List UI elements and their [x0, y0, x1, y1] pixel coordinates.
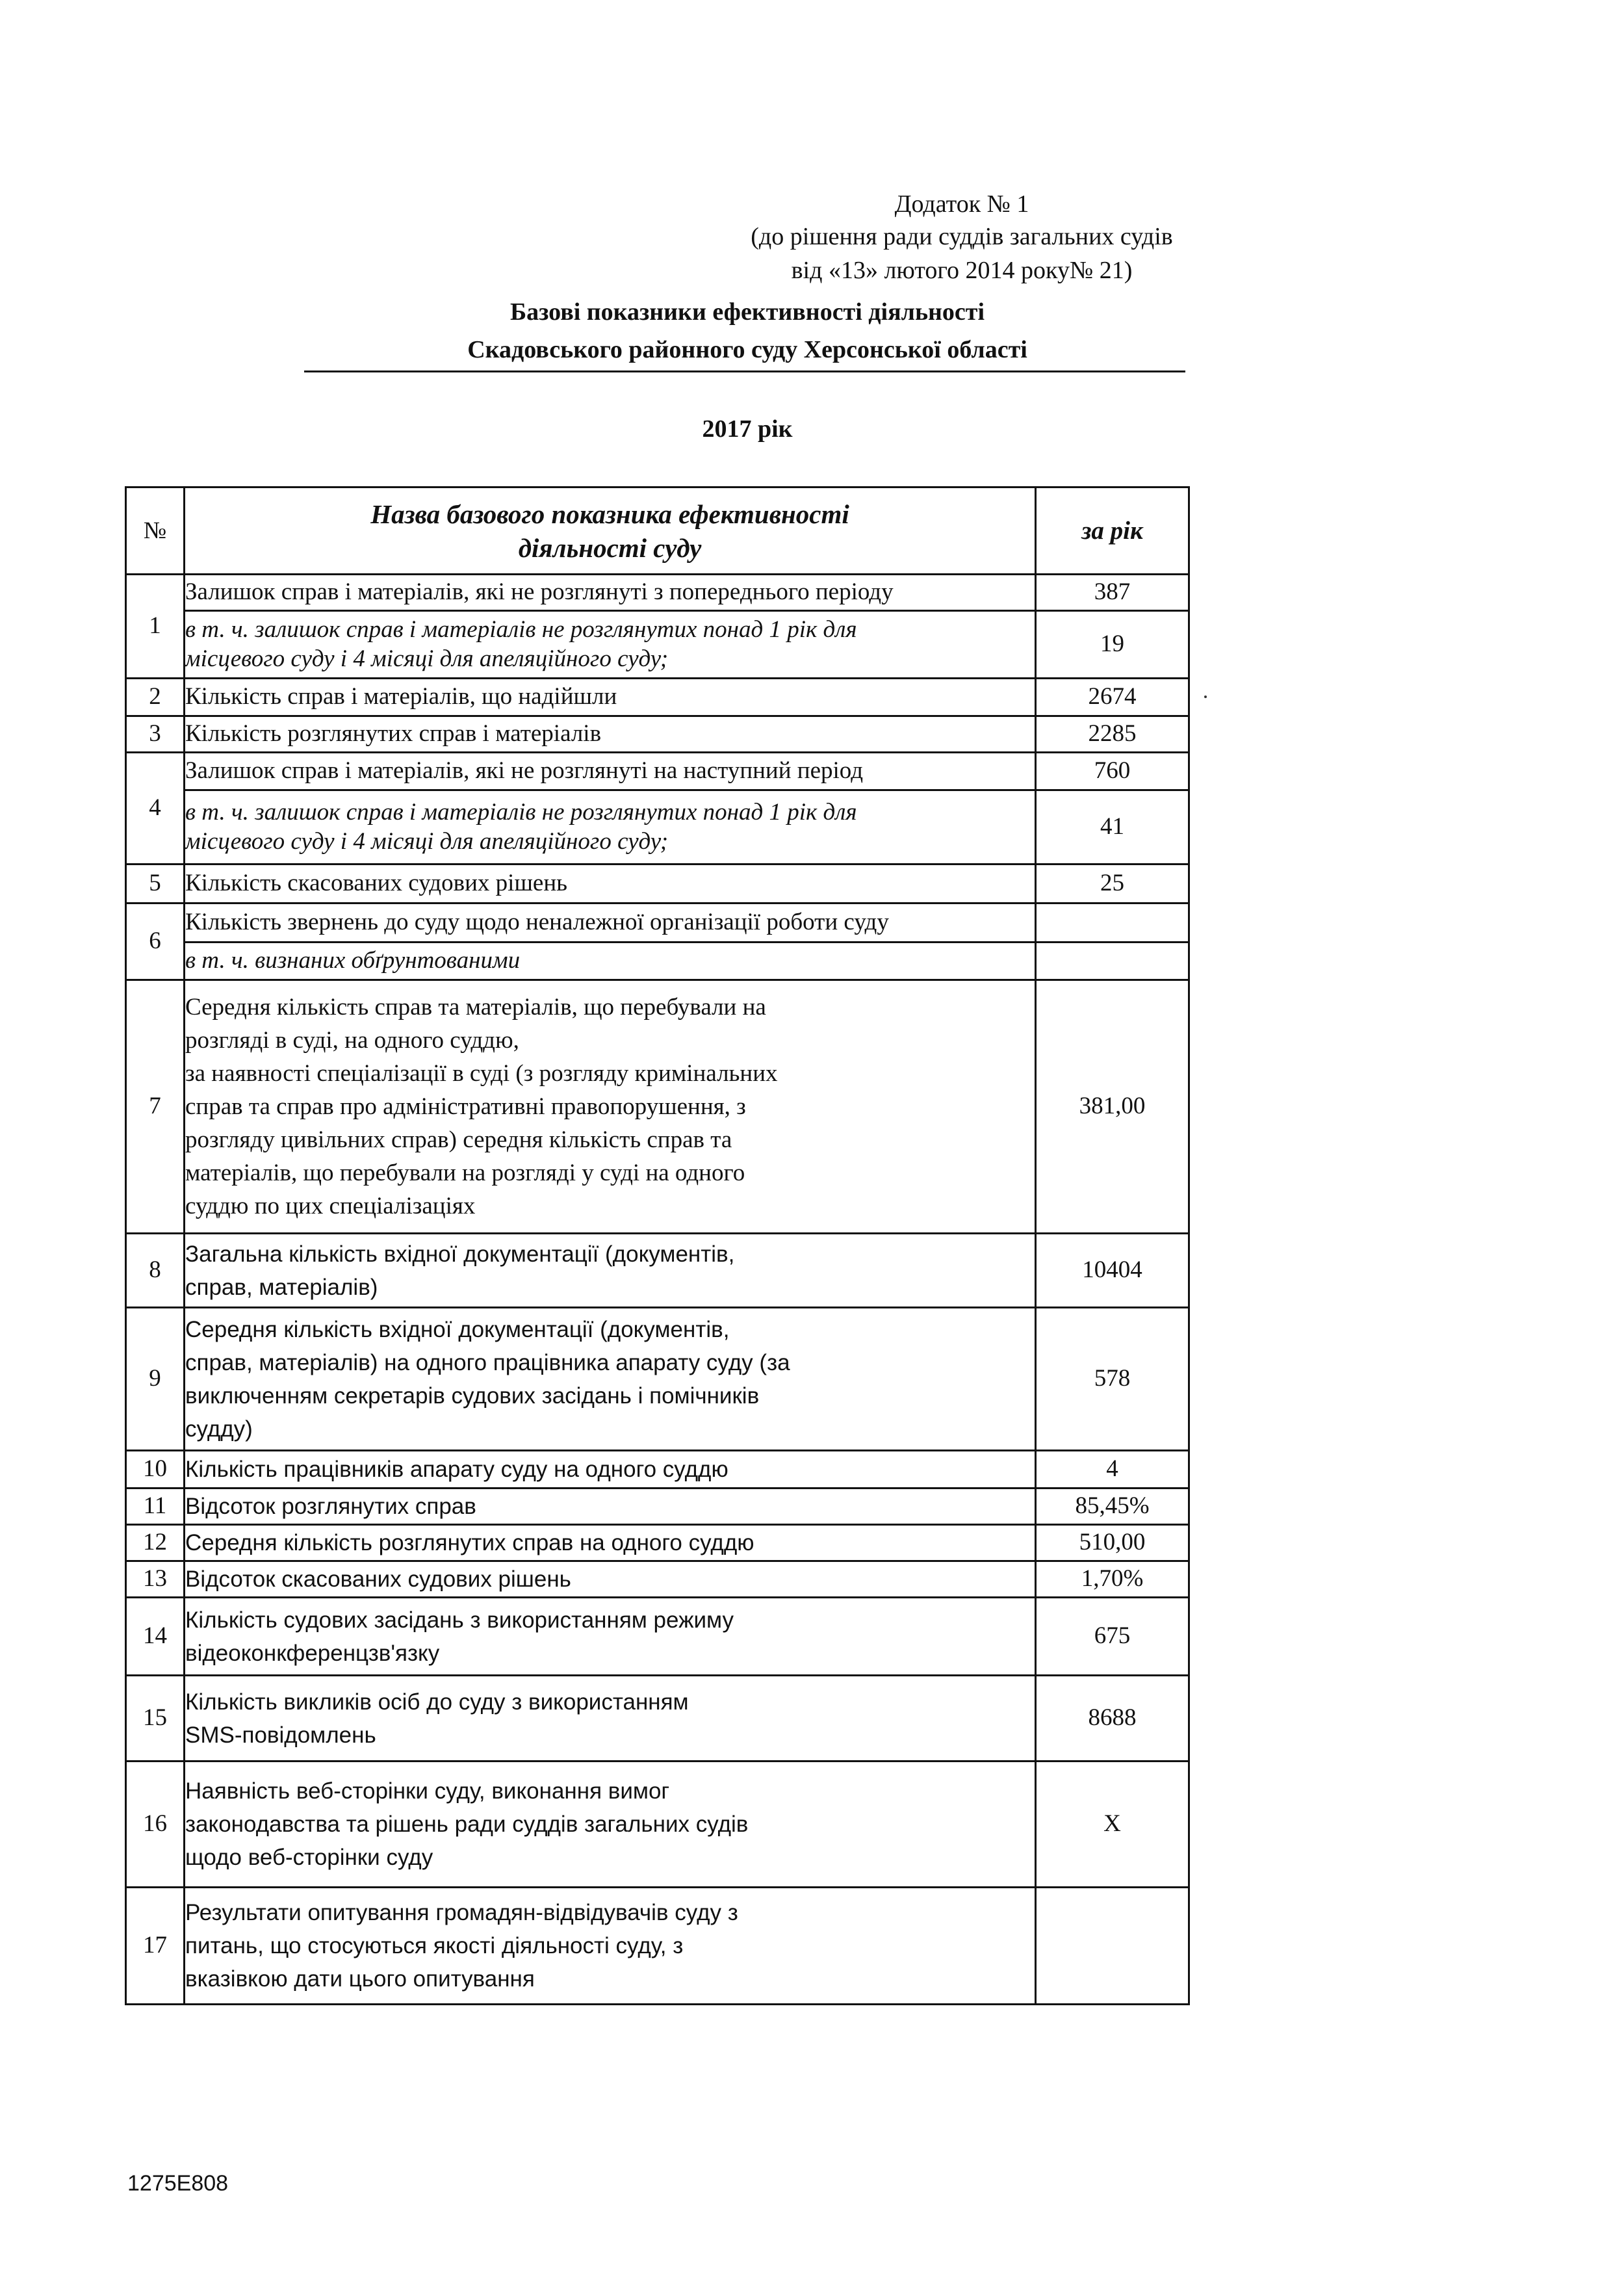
table-row — [126, 1676, 1189, 1762]
appendix-line-3: від «13» лютого 2014 року№ 21) — [791, 257, 1133, 284]
subrow-name — [185, 611, 1036, 679]
row-name: Залишок справ і матеріалів, які не розглянуті на наступний період — [185, 753, 1036, 790]
row-line: вказівкою дати цього опитування — [185, 1966, 535, 1992]
subrow-value: 19 — [1036, 611, 1189, 679]
header-per-year: за рік — [1036, 488, 1189, 575]
subrow-line-2: місцевого суду і 4 місяці для апеляційного суду; — [185, 827, 669, 855]
header-number: № — [126, 488, 185, 575]
row-number: 11 — [126, 1488, 185, 1525]
row-number: 17 — [126, 1888, 185, 2005]
table-row — [126, 1308, 1189, 1451]
row-number: 14 — [126, 1598, 185, 1676]
row-value: 2674 — [1036, 679, 1189, 716]
report-year: 2017 рік — [702, 415, 793, 443]
table-row — [126, 1561, 1189, 1598]
subrow-line-1: в т. ч. залишок справ і матеріалів не розглянутих понад 1 рік для — [185, 799, 857, 826]
row-line: Кількість судових засідань з використанням режиму — [185, 1607, 734, 1633]
table-row — [126, 1525, 1189, 1561]
table-subrow — [126, 611, 1189, 679]
row-line: судду) — [185, 1416, 253, 1442]
appendix-line-1: Додаток № 1 — [894, 190, 1029, 218]
row-line: Загальна кількість вхідної документації (документів, — [185, 1241, 735, 1267]
row-value: 85,45% — [1036, 1488, 1189, 1525]
row-line: законодавства та рішень ради суддів загальних судів — [185, 1812, 749, 1837]
row-name: Залишок справ і матеріалів, які не розглянуті з попереднього періоду — [185, 575, 1036, 611]
table-row — [126, 1488, 1189, 1525]
row-number: 12 — [126, 1525, 185, 1561]
row-name — [185, 1234, 1036, 1308]
row-line: розгляді в суді, на одного суддю, — [185, 1027, 519, 1054]
row-line: щодо веб-сторінки суду — [185, 1845, 433, 1870]
row-name — [185, 980, 1036, 1234]
row-value: Х — [1036, 1762, 1189, 1888]
scan-speck — [1204, 696, 1207, 698]
table-subrow — [126, 942, 1189, 980]
row-name: Середня кількість розглянутих справ на одного суддю — [185, 1525, 1036, 1561]
row-line: справ та справ про адміністративні правопорушення, з — [185, 1093, 746, 1120]
row-value: 2285 — [1036, 716, 1189, 753]
table-row — [126, 753, 1189, 790]
row-value: 387 — [1036, 575, 1189, 611]
table-subrow — [126, 790, 1189, 864]
row-value: 4 — [1036, 1451, 1189, 1488]
table-row — [126, 980, 1189, 1234]
row-value: 578 — [1036, 1308, 1189, 1451]
document-title-line-1: Базові показники ефективності діяльності — [509, 298, 985, 326]
table-row — [126, 1888, 1189, 2005]
row-number: 4 — [126, 753, 185, 864]
subrow-line-2: місцевого суду і 4 місяці для апеляційного суду; — [185, 645, 669, 672]
table-row — [126, 716, 1189, 753]
row-line: виключенням секретарів судових засідань і помічників — [185, 1383, 760, 1409]
row-number: 8 — [126, 1234, 185, 1308]
row-line: Результати опитування громадян-відвідувачів суду з — [185, 1900, 738, 1925]
row-name: Кількість розглянутих справ і матеріалів — [185, 716, 1036, 753]
row-name: Відсоток розглянутих справ — [185, 1488, 1036, 1525]
table-row — [126, 904, 1189, 942]
row-name: Кількість скасованих судових рішень — [185, 864, 1036, 904]
title-underline — [304, 370, 1185, 372]
header-name-line-1: Назва базового показника ефективності — [370, 499, 849, 529]
row-name: Кількість звернень до суду щодо неналежної організації роботи суду — [185, 904, 1036, 942]
row-value — [1036, 904, 1189, 942]
row-number: 3 — [126, 716, 185, 753]
row-value: 1,70% — [1036, 1561, 1189, 1598]
table-row — [126, 679, 1189, 716]
row-line: справ, матеріалів) на одного працівника апарату суду (за — [185, 1349, 790, 1375]
table-row — [126, 1451, 1189, 1488]
document-title-line-2: Скадовського районного суду Херсонської області — [467, 336, 1027, 363]
row-name — [185, 1308, 1036, 1451]
row-line: справ, матеріалів) — [185, 1274, 378, 1300]
row-line: Середня кількість справ та матеріалів, що перебували на — [185, 994, 766, 1020]
row-name: Відсоток скасованих судових рішень — [185, 1561, 1036, 1598]
row-number: 2 — [126, 679, 185, 716]
table-row — [126, 864, 1189, 904]
row-name — [185, 1762, 1036, 1888]
row-line: Середня кількість вхідної документації (документів, — [185, 1316, 730, 1342]
row-number: 10 — [126, 1451, 185, 1488]
row-value: 10404 — [1036, 1234, 1189, 1308]
document-code: 1275E808 — [127, 2171, 229, 2196]
row-value: 760 — [1036, 753, 1189, 790]
row-number: 16 — [126, 1762, 185, 1888]
header-name-line-2: діяльності суду — [518, 532, 702, 563]
subrow-name — [185, 790, 1036, 864]
row-name — [185, 1676, 1036, 1762]
table-row — [126, 1762, 1189, 1888]
subrow-line-1: в т. ч. залишок справ і матеріалів не розглянутих понад 1 рік для — [185, 616, 857, 644]
row-line: SMS-повідомлень — [185, 1722, 376, 1748]
row-value: 8688 — [1036, 1676, 1189, 1762]
subrow-name: в т. ч. визнаних обґрунтованими — [185, 942, 1036, 980]
row-value — [1036, 1888, 1189, 2005]
row-line: матеріалів, що перебували на розгляді у суді на одного — [185, 1160, 745, 1186]
row-value: 381,00 — [1036, 980, 1189, 1234]
row-line: Кількість викликів осіб до суду з використанням — [185, 1689, 689, 1715]
row-line: розгляду цивільних справ) середня кількість справ та — [185, 1126, 732, 1153]
row-line: суддю по цих спеціалізаціях — [185, 1193, 476, 1219]
row-number: 13 — [126, 1561, 185, 1598]
subrow-value — [1036, 942, 1189, 980]
table-row — [126, 1234, 1189, 1308]
header-indicator-name — [185, 488, 1036, 575]
table-header-row — [126, 488, 1189, 575]
row-number: 9 — [126, 1308, 185, 1451]
row-line: відеоконкференцзв'язку — [185, 1640, 440, 1666]
row-name — [185, 1888, 1036, 2005]
subrow-value: 41 — [1036, 790, 1189, 864]
table-row — [126, 575, 1189, 611]
appendix-line-2: (до рішення ради суддів загальних судів — [751, 223, 1173, 250]
row-name: Кількість працівників апарату суду на одного суддю — [185, 1451, 1036, 1488]
row-number: 1 — [126, 575, 185, 679]
row-value: 510,00 — [1036, 1525, 1189, 1561]
row-line: питань, що стосуються якості діяльності суду, з — [185, 1933, 684, 1958]
row-number: 6 — [126, 904, 185, 980]
row-number: 7 — [126, 980, 185, 1234]
table-row — [126, 1598, 1189, 1676]
row-line: за наявності спеціалізації в суді (з розгляду кримінальних — [185, 1060, 778, 1087]
row-name: Кількість справ і матеріалів, що надійшли — [185, 679, 1036, 716]
row-name — [185, 1598, 1036, 1676]
row-line: Наявність веб-сторінки суду, виконання вимог — [185, 1778, 670, 1804]
row-value: 675 — [1036, 1598, 1189, 1676]
row-number: 5 — [126, 864, 185, 904]
row-value: 25 — [1036, 864, 1189, 904]
indicators-table — [125, 486, 1190, 2005]
row-number: 15 — [126, 1676, 185, 1762]
